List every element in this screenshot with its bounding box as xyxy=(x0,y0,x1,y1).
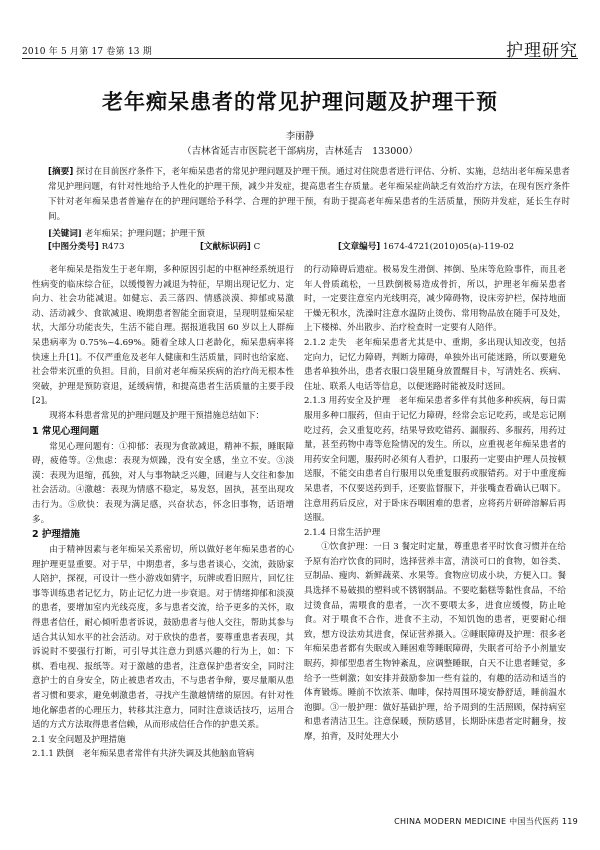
page-footer xyxy=(394,816,578,827)
keywords xyxy=(48,227,205,239)
clc-value: R473 xyxy=(101,242,125,252)
paragraph: 2.1.1 跌倒 老年痴呆患者常伴有共济失调及其他脑血管病 xyxy=(32,749,255,760)
paragraph: ①饮食护理：一日 3 餐定时定量，尊重患者平时饮食习惯并在给予原有治疗饮食的同时，选择营养丰富，清淡可口的食物，如谷类、豆制品、瘦肉、新鲜蔬菜、水果等。食物应切成小块，方便入口。餐具选择不易破损的塑料或不锈钢制品。不要吃黏糕等黏性食品，不给过烫食品，需喂食的患者，一次不要喂太多，进食应缓慢，防止呛食。对于喂食不合作，进食不主动，不知饥饱的患者，更要耐心细致，想方设法劝其进食，保证营养摄入。②睡眠障碍及护理：很多老年痴呆患者都有失眠或入睡困难等睡眠障碍，失眠者可给予小剂量安眠药，抑郁型患者生物钟紊乱，应调整睡眠，白天不让患者睡觉，多给予一些刺激；如安排并鼓励参加一些有益的，有趣的活动和适当的体育锻炼。睡前不饮浓茶、咖啡，保持周围环境安静舒适，睡前温水泡脚。③一般护理：做好基础护理，给予周到的生活照顾，保持病室和患者清洁卫生。注意保暖，预防感冒，长期卧床患者定时翻身，按摩，拍背，及时处理大小 xyxy=(304,542,566,742)
abstract-text: 探讨在目前医疗条件下，老年痴呆患者的常见护理问题及护理干预。通过对住院患者进行评估、分析、实施，总结出老年痴呆患者常见护理问题，有针对性地给予人性化的护理干预，减少并发症，提高患者生存质量。老年痴呆症尚缺乏有效治疗方法，在现有医疗条件下针对老年痴呆患者普遍存在的护理问题给予科学、合理的护理干预，有助于提高老年痴呆患者的生活质量，预防并发症，延长生存时间。 xyxy=(48,167,570,222)
article-title: 老年痴呆患者的常见护理问题及护理干预 xyxy=(102,90,498,114)
page-number: 119 xyxy=(561,817,578,826)
paragraph: 老年痴呆是指发生于老年期，多种原因引起的中枢神经系统退行性病变的临床综合征，以缓慢智力减退为特征，早期出现记忆力、定向力、社会功能减退。如健忘、丢三落四、情感淡漠、抑郁或易激动、活动减少、食欲减退、晚期患者智能全面衰退，呈现明显痴呆症状，大部分功能丧失，生活不能自理。据报道我国 60 岁以上人群痴呆患病率为 0.75%~4.69%。随着全球人口老龄化，痴呆患病率将快速上升[1]。不仅严重危及老年人健康和生活质量，同时也给家庭、社会带来沉重的负担。目前，目前对老年痴呆疾病的治疗尚无根本性突破，护理是预防衰退，延缓病情，和提高患者生活质量的主要手段[2]。 xyxy=(32,265,294,407)
keywords-label: [关键词] xyxy=(48,229,82,239)
section-heading: 1 常见心理问题 xyxy=(32,425,99,437)
section-title: 护理研究 xyxy=(506,41,578,61)
clc-label: [中图分类号] xyxy=(48,242,99,252)
subsection-heading: 2.1.4 日常生活护理 xyxy=(304,527,381,538)
header-divider xyxy=(22,58,578,59)
paragraph: 2.1.3 用药安全及护理 老年痴呆患者多伴有其他多种疾病，每日需服用多种口服药，但由于记忆力障碍，经常会忘记吃药，或是忘记刚吃过药，会又重复吃药，结果导致吃错药、漏服药、多服药，用药过量，甚至药物中毒等危险情况的发生。所以，应重视老年痴呆患者的用药安全问题，服药时必须有人看护，口服药一定要由护理人员按顿送服，不能交由患者自行服用以免重复服药或服错药。对于中重度痴呆患者，不仅要送药到手，还要监督服下，并张嘴查看确认已咽下。注意用药后反应，对于卧床吞咽困难的患者，应将药片研碎溶解后再送服。 xyxy=(304,396,566,524)
paragraph: 常见心理问题有：①抑郁：表现为食欲减退，精神不振，睡眠障碍，疲倦等。②焦虑：表现为烦躁，没有安全感，坐立不安。③淡漠：表现为退缩，孤独，对人与事物缺乏兴趣，回避与人交往和参加社会活动。④激越：表现为情感不稳定，易发怒，固执，甚至出现攻击行为。⑤欣快：表现为满足感，兴奋状态，怀念旧事物，话语增多。 xyxy=(32,441,294,525)
keywords-text: 老年痴呆；护理问题；护理干预 xyxy=(84,229,205,239)
doc-code-value: C xyxy=(253,242,261,252)
affiliation: （吉林省延吉市医院老干部病房，吉林延吉 133000） xyxy=(182,146,418,157)
doc-code-label: [文献标识码] xyxy=(200,242,251,252)
right-column xyxy=(304,263,566,745)
paragraph: 由于精神因素与老年痴呆关系密切，所以做好老年痴呆患者的心理护理更显重要。对于早，中期患者，多与患者谈心，交流，鼓励家人陪护，探视，可设计一些小游戏如猜字，玩牌或看旧照片，回忆往事等训练患者记忆力，防止记忆力进一步衰退。对于情绪抑郁和淡漠的患者，要增加室内光线亮度，多与患者交流，给予更多的关怀，取得患者信任，耐心倾听患者诉说，鼓励患者与他人交往，帮助其参与适合其认知水平的社会活动。对于欣快的患者，要尊重患者表现，其诉说时不要强行打断，可引导其注意力到感兴趣的行为上，如：下棋、看电视、报纸等。对于激越的患者，注意保护患者安全，同时注意护士的自身安全，防止被患者攻击，不与患者争辩，要尽量顺从患者习惯和要求，避免刺激患者，寻找产生激越情绪的原因。有针对性地化解患者的心理压力，转移其注意力，同时注意谈话技巧，运用合适的方式方法取得患者信赖，从而形成信任合作的护患关系。 xyxy=(32,545,294,731)
document-code xyxy=(200,240,260,252)
left-column xyxy=(32,263,294,762)
clc-number xyxy=(48,240,124,252)
paragraph: 现将本科患者常见的护理问题及护理干预措施总结如下： xyxy=(49,410,265,421)
author: 李丽静 xyxy=(285,131,315,142)
issue-info: 2010 年 5 月第 17 卷第 13 期 xyxy=(22,47,152,57)
article-number xyxy=(338,240,514,252)
paragraph: 的行动障碍后遗症。极易发生滑倒、摔倒、坠床等危险事件，而且老年人骨质疏松，一旦跌倒极易造成骨折，所以，护理老年痴呆患者时，一定要注意室内光线明亮，减少障碍物，设床旁护栏，保持地面干燥无积水，洗澡时注意水温防止烫伤、常用物品放在随手可及处，上下楼梯、外出散步、治疗检查时一定要有人陪伴。 xyxy=(304,265,566,334)
section-heading: 2 护理措施 xyxy=(32,529,80,541)
article-no-value: 1674-4721(2010)05(a)-119-02 xyxy=(382,242,515,252)
journal-name-en: CHINA MODERN MEDICINE xyxy=(394,817,507,826)
subsection-heading: 2.1 安全问题及护理措施 xyxy=(32,734,126,745)
abstract-label: [摘要] xyxy=(48,167,74,177)
article-no-label: [文章编号] xyxy=(338,242,381,252)
paragraph: 2.1.2 走失 老年痴呆患者尤其是中、重期，多出现认知改变，包括定向力，记忆力障碍，判断力障碍，单独外出可能迷路，所以要避免患者单独外出，患者衣服口袋里随身放置醒目卡，写清姓名、疾病、住址、联系人电话等信息，以便迷路时能被及时送回。 xyxy=(304,337,566,392)
journal-name-cn: 中国当代医药 xyxy=(509,817,559,826)
abstract xyxy=(48,165,570,225)
